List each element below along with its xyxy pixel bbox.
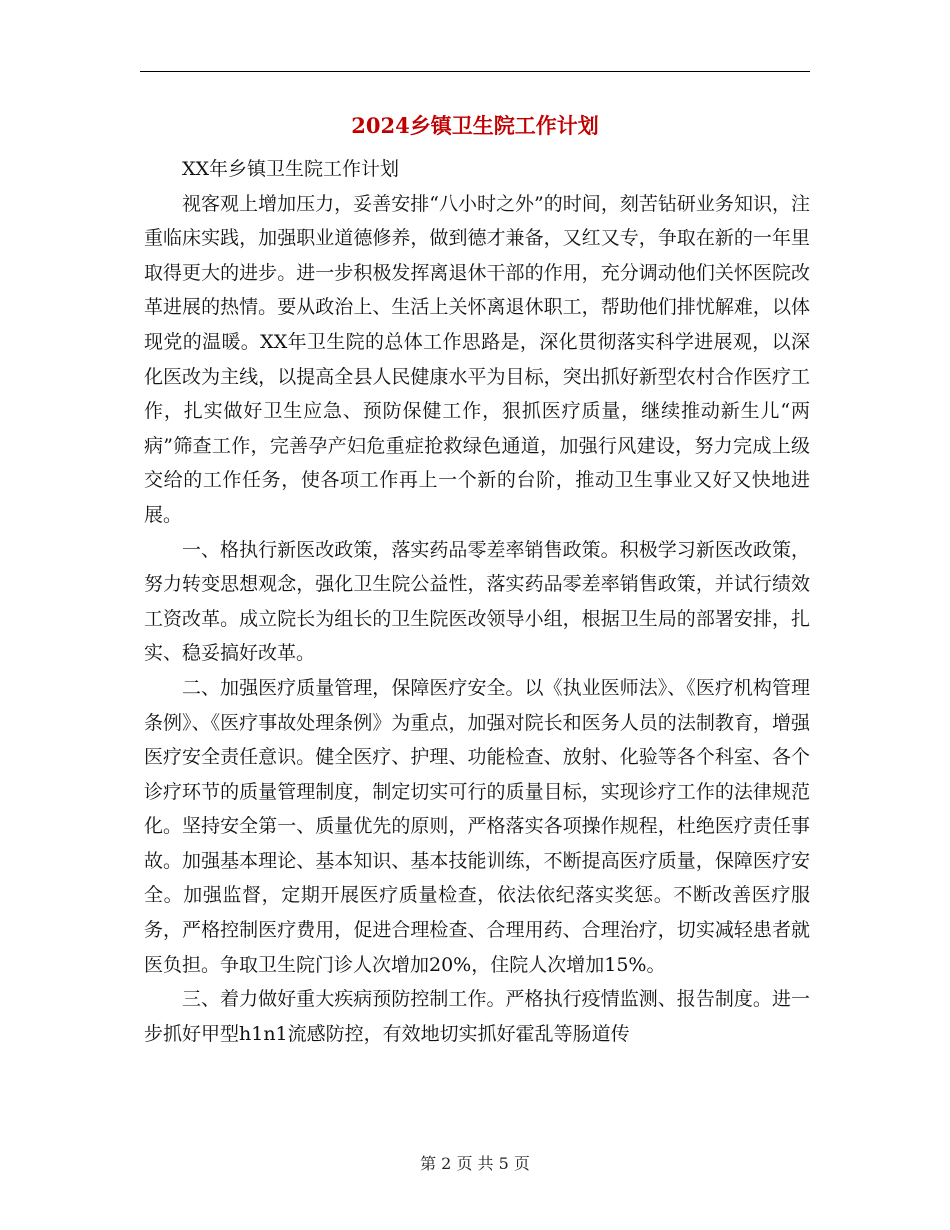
- document-title: 2024乡镇卫生院工作计划: [351, 113, 599, 138]
- page-footer: [140, 1150, 810, 1178]
- page-number-label: 第 2 页 共 5 页: [420, 1154, 530, 1173]
- paragraph-section-3: 三、着力做好重大疾病预防控制工作。严格执行疫情监测、报告制度。进一步抓好甲型h1n1流感防控，有效地切实抓好霍乱等肠道传: [144, 988, 810, 1045]
- document-body: [144, 152, 810, 1051]
- paragraph-section-2: 二、加强医疗质量管理，保障医疗安全。以《执业医师法》、《医疗机构管理条例》、《医疗事故处理条例》为重点，加强对院长和医务人员的法制教育，增强医疗安全责任意识。健全医疗、护理、功能检查、放射、化验等各个科室、各个诊疗环节的质量管理制度，制定切实可行的质量目标，实现诊疗工作的法律规范化。坚持安全第一、质量优先的原则，严格落实各项操作规程，杜绝医疗责任事故。加强基本理论、基本知识、基本技能训练，不断提高医疗质量，保障医疗安全。加强监督，定期开展医疗质量检查，依法依纪落实奖惩。不断改善医疗服务，严格控制医疗费用，促进合理检查、合理用药、合理治疗，切实减轻患者就医负担。争取卫生院门诊人次增加20%，住院人次增加15%。: [144, 676, 810, 976]
- paragraph-subtitle: XX年乡镇卫生院工作计划: [182, 158, 400, 180]
- paragraph-intro: 视客观上增加压力，妥善安排“八小时之外”的时间，刻苦钻研业务知识，注重临床实践，加强职业道德修养，做到德才兼备，又红又专，争取在新的一年里取得更大的进步。进一步积极发挥离退休干部的作用，充分调动他们关怀医院改革进展的热情。要从政治上、生活上关怀离退休职工，帮助他们排忧解难，以体现党的温暖。XX年卫生院的总体工作思路是，深化贯彻落实科学进展观，以深化医改为主线，以提高全县人民健康水平为目标，突出抓好新型农村合作医疗工作，扎实做好卫生应急、预防保健工作，狠抓医疗质量，继续推动新生儿“两病”筛查工作，完善孕产妇危重症抢救绿色通道，加强行风建设，努力完成上级交给的工作任务，使各项工作再上一个新的台阶，推动卫生事业又好又快地进展。: [144, 192, 810, 526]
- paragraph-section-1: 一、格执行新医改政策，落实药品零差率销售政策。积极学习新医改政策，努力转变思想观念，强化卫生院公益性，落实药品零差率销售政策，并试行绩效工资改革。成立院长为组长的卫生院医改领导小组，根据卫生局的部署安排，扎实、稳妥搞好改革。: [144, 538, 810, 665]
- header-rule: [140, 71, 810, 72]
